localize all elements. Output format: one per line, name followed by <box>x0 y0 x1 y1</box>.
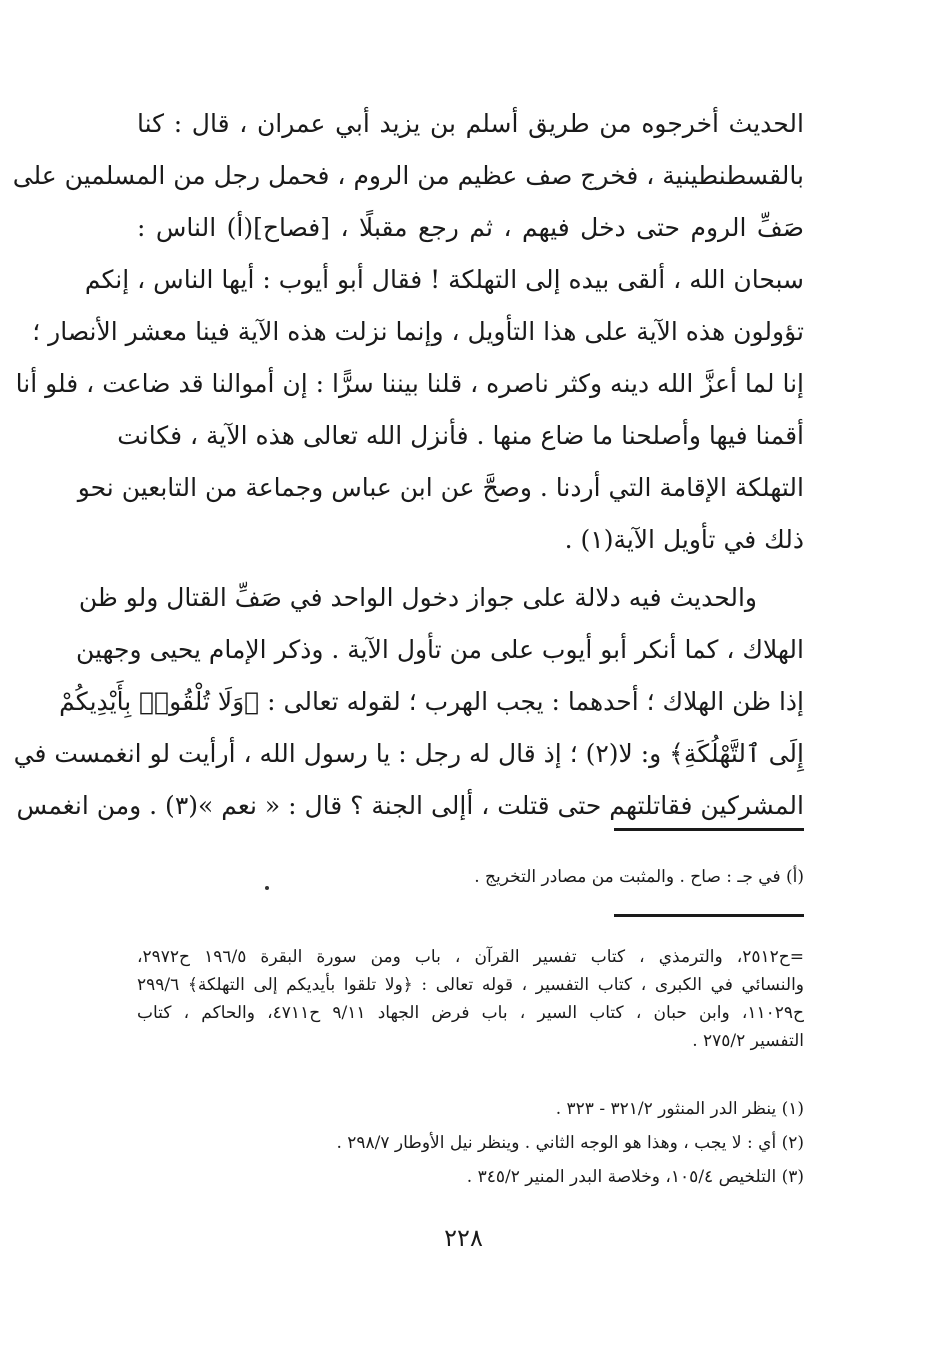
apparatus-note: (أ) في جـ : صاح . والمثبت من مصادر التخريج . <box>474 867 804 887</box>
footnote-separator <box>614 828 804 831</box>
text-line: صَفِّ الروم حتى دخل فيهم ، ثم رجع مقبلًا ، [فصاح](أ) الناس : <box>137 213 804 242</box>
footnote-1: (١) ينظر الدر المنثور ٣٢١/٢ - ٣٢٣ . <box>555 1099 804 1119</box>
text-line: تؤولون هذه الآية على هذا التأويل ، وإنما نزلت هذه الآية فينا معشر الأنصار ؛ <box>32 317 804 346</box>
text-line: أقمنا فيها وأصلحنا ما ضاع منها . فأنزل الله تعالى هذه الآية ، فكانت <box>117 421 804 450</box>
text-line: سبحان الله ، ألقى بيده إلى التهلكة ! فقال أبو أيوب : أيها الناس ، إنكم <box>84 265 804 294</box>
text-line: التهلكة الإقامة التي أردنا . وصحَّ عن ابن عباس وجماعة من التابعين نحو <box>77 473 804 502</box>
footnote-separator <box>614 914 804 917</box>
text-line: ذلك في تأويل الآية(١) . <box>564 525 804 554</box>
footnote-3: (٣) التلخيص ١٠٥/٤، وخلاصة البدر المنير ٣٤٥/٢ . <box>466 1167 804 1187</box>
text-line: الهلاك ، كما أنكر أبو أيوب على من تأول الآية . وذكر الإمام يحيى وجهين <box>75 635 804 664</box>
footnote-line: ح١١٠٢٩، وابن حبان ، كتاب السير ، باب فرض الجهاد ٩/١١ ح٤٧١١، والحاكم ، كتاب <box>137 1003 804 1023</box>
text-line: الحديث أخرجوه من طريق أسلم بن يزيد أبي عمران ، قال : كنا <box>137 109 804 138</box>
page-number: ٢٢٨ <box>444 1224 483 1252</box>
text-line: إنا لما أعزَّ الله دينه وكثر ناصره ، قلنا بيننا سرًّا : إن أموالنا قد ضاعت ، فلو أنا <box>15 369 804 398</box>
text-line: إذا ظن الهلاك ؛ أحدهما : يجب الهرب ؛ لقوله تعالى : ﴿وَلَا تُلْقُوا۟ بِأَيْدِيكُمْ <box>59 687 804 716</box>
footnote-line: التفسير ٢٧٥/٢ . <box>692 1031 804 1051</box>
text-line: بالقسطنطينية ، فخرج صف عظيم من الروم ، فحمل رجل من المسلمين على <box>12 161 804 190</box>
footnote-line: =ح٢٥١٢، والترمذي ، كتاب تفسير القرآن ، باب ومن سورة البقرة ١٩٦/٥ ح٢٩٧٢، <box>137 947 804 967</box>
text-line: المشركين فقاتلتهم حتى قتلت ، أإلى الجنة ؟ قال : « نعم »(٣) . ومن انغمس <box>16 791 804 820</box>
ink-speck <box>265 886 269 890</box>
footnote-2: (٢) أي : لا يجب ، وهذا هو الوجه الثاني . وينظر نيل الأوطار ٢٩٨/٧ . <box>336 1133 804 1153</box>
text-line: إِلَى ٱلتَّهْلُكَةِ﴾ و: لا(٢) ؛ إذ قال له رجل : يا رسول الله ، أرأيت لو انغمست في <box>13 739 804 768</box>
footnote-line: والنسائي في الكبرى ، كتاب التفسير ، قوله تعالى : ﴿ولا تلقوا بأيديكم إلى التهلكة﴾ ٢٩٩/٦ <box>137 975 804 995</box>
text-line: والحديث فيه دلالة على جواز دخول الواحد في صَفِّ القتال ولو ظن <box>78 583 757 612</box>
